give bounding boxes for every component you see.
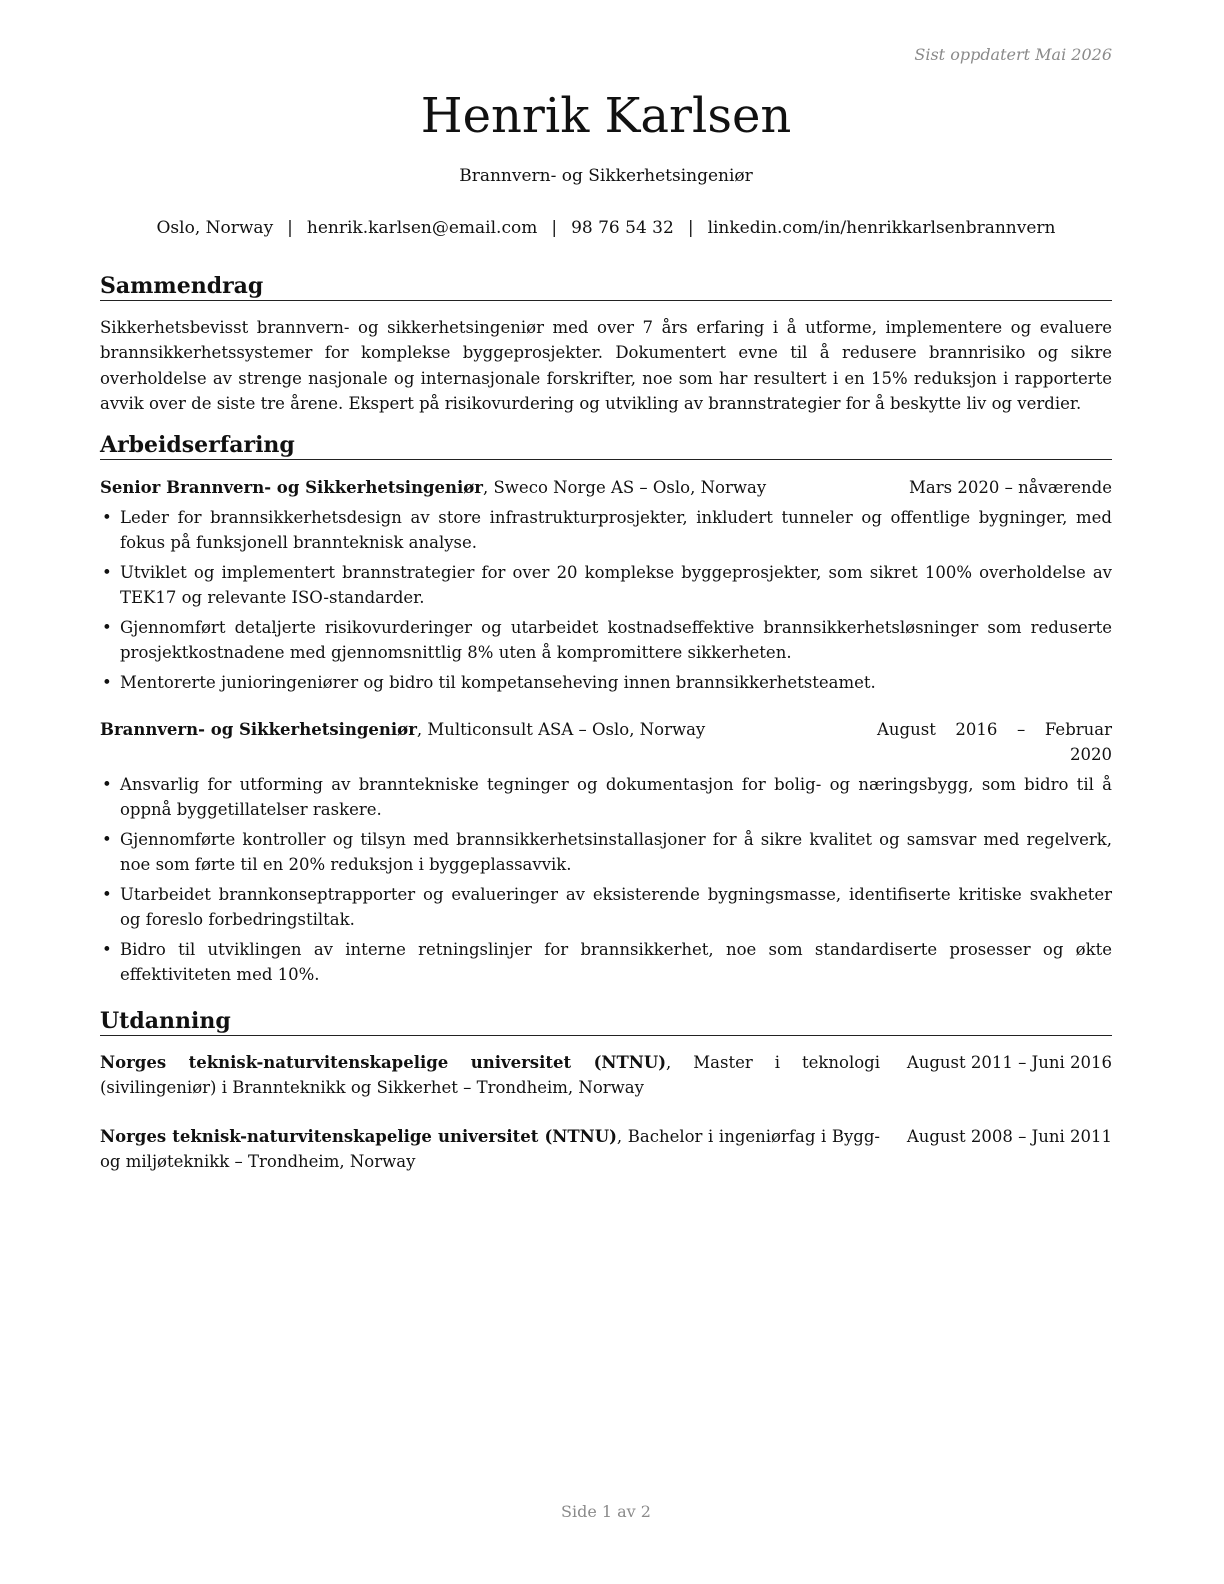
contact-phone: 98 76 54 32 xyxy=(571,218,674,238)
job-position xyxy=(100,475,909,500)
bullet-item: • Utarbeidet brannkonseptrapporter og evalueringer av eksisterende bygningsmasse, identifiserte kritiske svakheter og foreslo forbedringstiltak. xyxy=(100,882,1112,932)
bullet-item: • Leder for brannsikkerhetsdesign av store infrastrukturprosjekter, inkludert tunneler og offentlige bygninger, med fokus på funksjonell brannteknisk analyse. xyxy=(100,505,1112,555)
contact-email[interactable]: henrik.karlsen@email.com xyxy=(306,218,538,238)
contact-separator: | xyxy=(287,218,293,238)
education-program: , Master i teknologi (sivilingeniør) i Brannteknikk og Sikkerhet – Trondheim, Norway xyxy=(100,1053,881,1097)
education-program: , Bachelor i ingeniørfag i Bygg- og miljøteknikk – Trondheim, Norway xyxy=(100,1127,881,1171)
education-entry xyxy=(100,1050,1112,1100)
job-role: Senior Brannvern- og Sikkerhetsingeniør xyxy=(100,478,484,497)
candidate-name: Henrik Karlsen xyxy=(420,88,792,144)
page-number: Side 1 av 2 xyxy=(561,1502,651,1521)
summary-section xyxy=(100,272,1112,416)
job-bullets xyxy=(100,505,1112,695)
job-bullets xyxy=(100,772,1112,987)
last-updated: Sist oppdatert Mai 2026 xyxy=(914,45,1112,64)
section-heading-summary: Sammendrag xyxy=(100,272,1112,301)
education-school: Norges teknisk-naturvitenskapelige universitet (NTNU) xyxy=(100,1053,667,1072)
candidate-title: Brannvern- og Sikkerhetsingeniør xyxy=(459,166,753,186)
contact-separator: | xyxy=(687,218,694,238)
bullet-item: • Ansvarlig for utforming av branntekniske tegninger og dokumentasjon for bolig- og næringsbygg, som bidro til å oppnå byggetillatelser raskere. xyxy=(100,772,1112,822)
contact-linkedin[interactable]: linkedin.com/in/henrikkarlsenbrannvern xyxy=(707,218,1056,238)
education-school: Norges teknisk-naturvitenskapelige universitet (NTNU) xyxy=(100,1127,617,1146)
education-degree xyxy=(100,1124,880,1174)
summary-text: Sikkerhetsbevisst brannvern- og sikkerhetsingeniør med over 7 års erfaring i å utforme, implementere og evaluere brannsikkerhetssystemer for komplekse byggeprosjekter. Dokumentert evne til å redusere brannrisiko og sikre overholdelse av strenge nasjonale og internasjonale forskrifter, noe som har resultert i en 15% reduksjon i rapporterte avvik over de siste tre årene. Ekspert på risikovurdering og utvikling av brannstrategier for å beskytte liv og verdier. xyxy=(100,318,1112,413)
job-employer: , Sweco Norge AS – Oslo, Norway xyxy=(483,478,767,497)
job-entry xyxy=(100,475,1112,695)
bullet-item: • Utviklet og implementert brannstrategier for over 20 komplekse byggeprosjekter, som sikret 100% overholdelse av TEK17 og relevante ISO-standarder. xyxy=(100,560,1112,610)
job-role: Brannvern- og Sikkerhetsingeniør xyxy=(100,720,417,739)
experience-section xyxy=(100,431,1112,992)
job-header xyxy=(100,717,1112,767)
job-employer: , Multiconsult ASA – Oslo, Norway xyxy=(416,720,706,739)
job-position xyxy=(100,717,877,742)
job-header xyxy=(100,475,1112,500)
section-heading-experience: Arbeidserfaring xyxy=(100,431,1112,460)
contact-line xyxy=(100,218,1112,238)
job-dates: Mars 2020 – nåværende xyxy=(909,478,1112,497)
section-heading-education: Utdanning xyxy=(100,1007,1112,1036)
contact-location: Oslo, Norway xyxy=(156,218,274,238)
resume-page xyxy=(100,0,1112,1584)
education-dates: August 2008 – Juni 2011 xyxy=(906,1127,1112,1146)
education-dates: August 2011 – Juni 2016 xyxy=(906,1053,1112,1072)
job-entry xyxy=(100,717,1112,987)
education-section xyxy=(100,1007,1112,1174)
bullet-item: • Mentorerte junioringeniører og bidro til kompetanseheving innen brannsikkerhetsteamet. xyxy=(100,670,1112,695)
contact-separator: | xyxy=(551,218,558,238)
bullet-item: • Gjennomførte kontroller og tilsyn med brannsikkerhetsinstallasjoner for å sikre kvalitet og samsvar med regelverk, noe som førte til en 20% reduksjon i byggeplassavvik. xyxy=(100,827,1112,877)
education-degree xyxy=(100,1050,880,1100)
job-dates: August 2016 – Februar 2020 xyxy=(877,720,1112,764)
bullet-item: • Bidro til utviklingen av interne retningslinjer for brannsikkerhet, noe som standardiserte prosesser og økte effektiviteten med 10%. xyxy=(100,937,1112,987)
bullet-item: • Gjennomført detaljerte risikovurderinger og utarbeidet kostnadseffektive brannsikkerhetsløsninger som reduserte prosjektkostnadene med gjennomsnittlig 8% uten å kompromittere sikkerheten. xyxy=(100,615,1112,665)
education-entry xyxy=(100,1124,1112,1174)
